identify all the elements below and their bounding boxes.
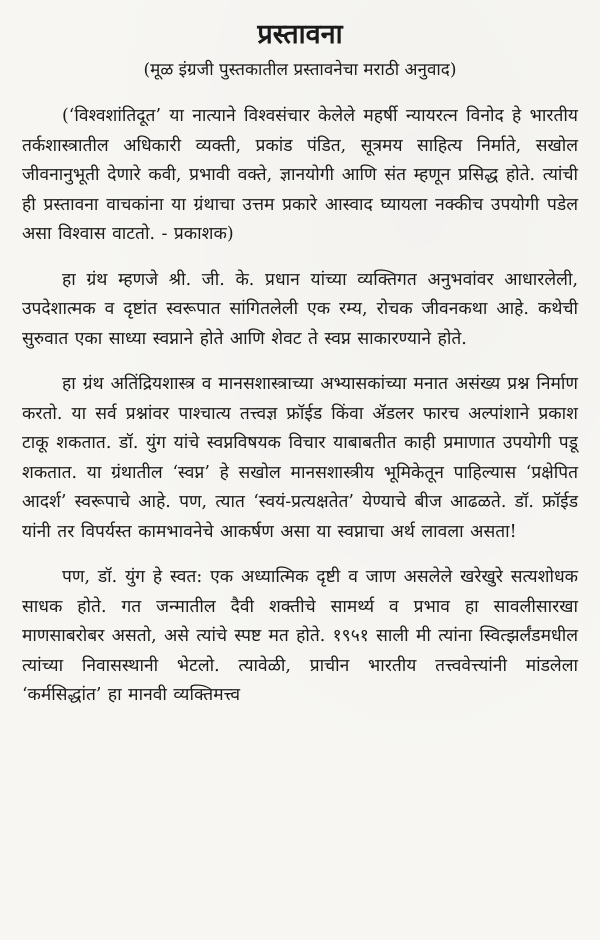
page-subtitle: (मूळ इंग्रजी पुस्तकातील प्रस्तावनेचा मराठी अनुवाद) [143,60,457,80]
paragraph-intro: हा ग्रंथ म्हणजे श्री. जी. के. प्रधान यांच्या व्यक्तिगत अनुभवांवर आधारलेली, उपदेशात्मक व दृष्टांत स्वरूपात सांगितलेली एक रम्य, रोचक जीवनकथा आहे. कथेची सुरुवात एका साध्या स्वप्नाने होते आणि शेवट ते स्वप्न साकारण्याने होते. [22,269,578,349]
paragraph-jung: पण, डॉ. युंग हे स्वत: एक अध्यात्मिक दृष्टी व जाण असलेले खरेखुरे सत्यशोधक साधक होते. गत जन्मातील दैवी शक्तीचे सामर्थ्य व प्रभाव हा सावलीसारखा माणसाबरोबर असतो, असे त्यांचे स्पष्ट मत होते. १९५१ साली मी त्यांना स्वित्झर्लंडमधील त्यांच्या निवासस्थानी भेटलो. त्यावेळी, प्राचीन भारतीय तत्त्ववेत्त्यांनी मांडलेला ‘कर्मसिद्धांत’ हा मानवी व्यक्तिमत्त्व [22,567,578,705]
page-title: प्रस्तावना [257,19,343,50]
paragraph-publisher-note: (‘विश्वशांतिदूत’ या नात्याने विश्वसंचार केलेले महर्षी न्यायरत्न विनोद हे भारतीय तर्कशास्त्रातील अधिकारी व्यक्ती, प्रकांड पंडित, सूत्रमय साहित्य निर्माते, सखोल जीवनानुभूती देणारे कवी, प्रभावी वक्ते, ज्ञानयोगी आणि संत म्हणून प्रसिद्ध होते. त्यांची ही प्रस्तावना वाचकांना या ग्रंथाचा उत्तम प्रकारे आस्वाद घ्यायला नक्कीच उपयोगी पडेल असा विश्वास वाटतो. - प्रकाशक) [22,106,578,244]
paragraph-psychology: हा ग्रंथ अतिंद्रियशास्त्र व मानसशास्त्राच्या अभ्यासकांच्या मनात असंख्य प्रश्न निर्माण करतो. या सर्व प्रश्नांवर पाश्चात्य तत्त्वज्ञ फ्रॉईड किंवा ॲडलर फारच अल्पांशाने प्रकाश टाकू शकतात. डॉ. युंग यांचे स्वप्नविषयक विचार याबाबतीत काही प्रमाणात उपयोगी पडू शकतात. या ग्रंथातील ‘स्वप्न’ हे सखोल मानसशास्त्रीय भूमिकेतून पाहिल्यास ‘प्रक्षेपित आदर्श’ स्वरूपाचे आहे. पण, त्यात ‘स्वयं-प्रत्यक्षतेत’ येण्याचे बीज आढळते. डॉ. फ्रॉईड यांनी तर विपर्यस्त कामभावनेचे आकर्षण असा या स्वप्नाचा अर्थ लावला असता! [22,374,578,542]
